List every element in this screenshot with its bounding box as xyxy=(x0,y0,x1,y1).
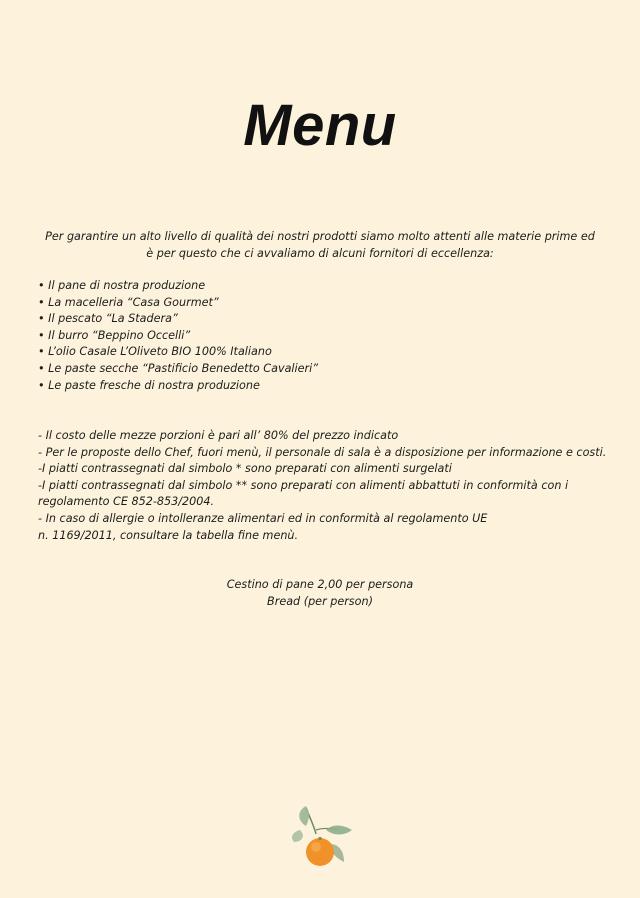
orange-icon xyxy=(286,800,358,872)
list-item: • Il burro “Beppino Occelli” xyxy=(38,328,318,345)
note-half-portions: - Il costo delle mezze porzioni è pari all’ 80% del prezzo indicato xyxy=(38,429,399,442)
list-item: • Le paste fresche di nostra produzione xyxy=(38,378,318,395)
note-blast-chilled: -I piatti contrassegnati dal simbolo ** sono preparati con alimenti abbattuti in conformità con i regolamento CE 852-853/2004. xyxy=(38,478,572,509)
notes-block xyxy=(38,428,608,544)
bread-label-en: Bread (per person) xyxy=(267,594,373,608)
supplier-list xyxy=(38,278,318,394)
list-item: • Il pane di nostra produzione xyxy=(38,278,318,295)
list-item: • Il pescato “La Stadera” xyxy=(38,311,318,328)
bread-info xyxy=(0,577,640,610)
note-allergies-regulation: n. 1169/2011, consultare la tabella fine menù. xyxy=(38,528,299,542)
note-allergies: - In caso di allergie o intolleranze alimentari ed in conformità al regolamento UE xyxy=(38,511,488,525)
page-title: Menu xyxy=(243,93,397,158)
list-item: • La macelleria “Casa Gourmet” xyxy=(38,295,318,312)
note-chef-proposals: - Per le proposte dello Chef, fuori menù, il personale di sala è a disposizione per informazione e costi. xyxy=(38,445,607,459)
list-item: • Le paste secche “Pastificio Benedetto Cavalieri” xyxy=(38,361,318,378)
list-item: • L’olio Casale L’Oliveto BIO 100% Italiano xyxy=(38,344,318,361)
bread-price-it: Cestino di pane 2,00 per persona xyxy=(226,578,414,591)
note-frozen: -I piatti contrassegnati dal simbolo * sono preparati con alimenti surgelati xyxy=(38,462,452,476)
intro-paragraph: Per garantire un alto livello di qualità dei nostri prodotti siamo molto attenti alle materie prime ed è per questo che ci avvaliamo di alcuni fornitori di eccellenza: xyxy=(45,230,595,260)
